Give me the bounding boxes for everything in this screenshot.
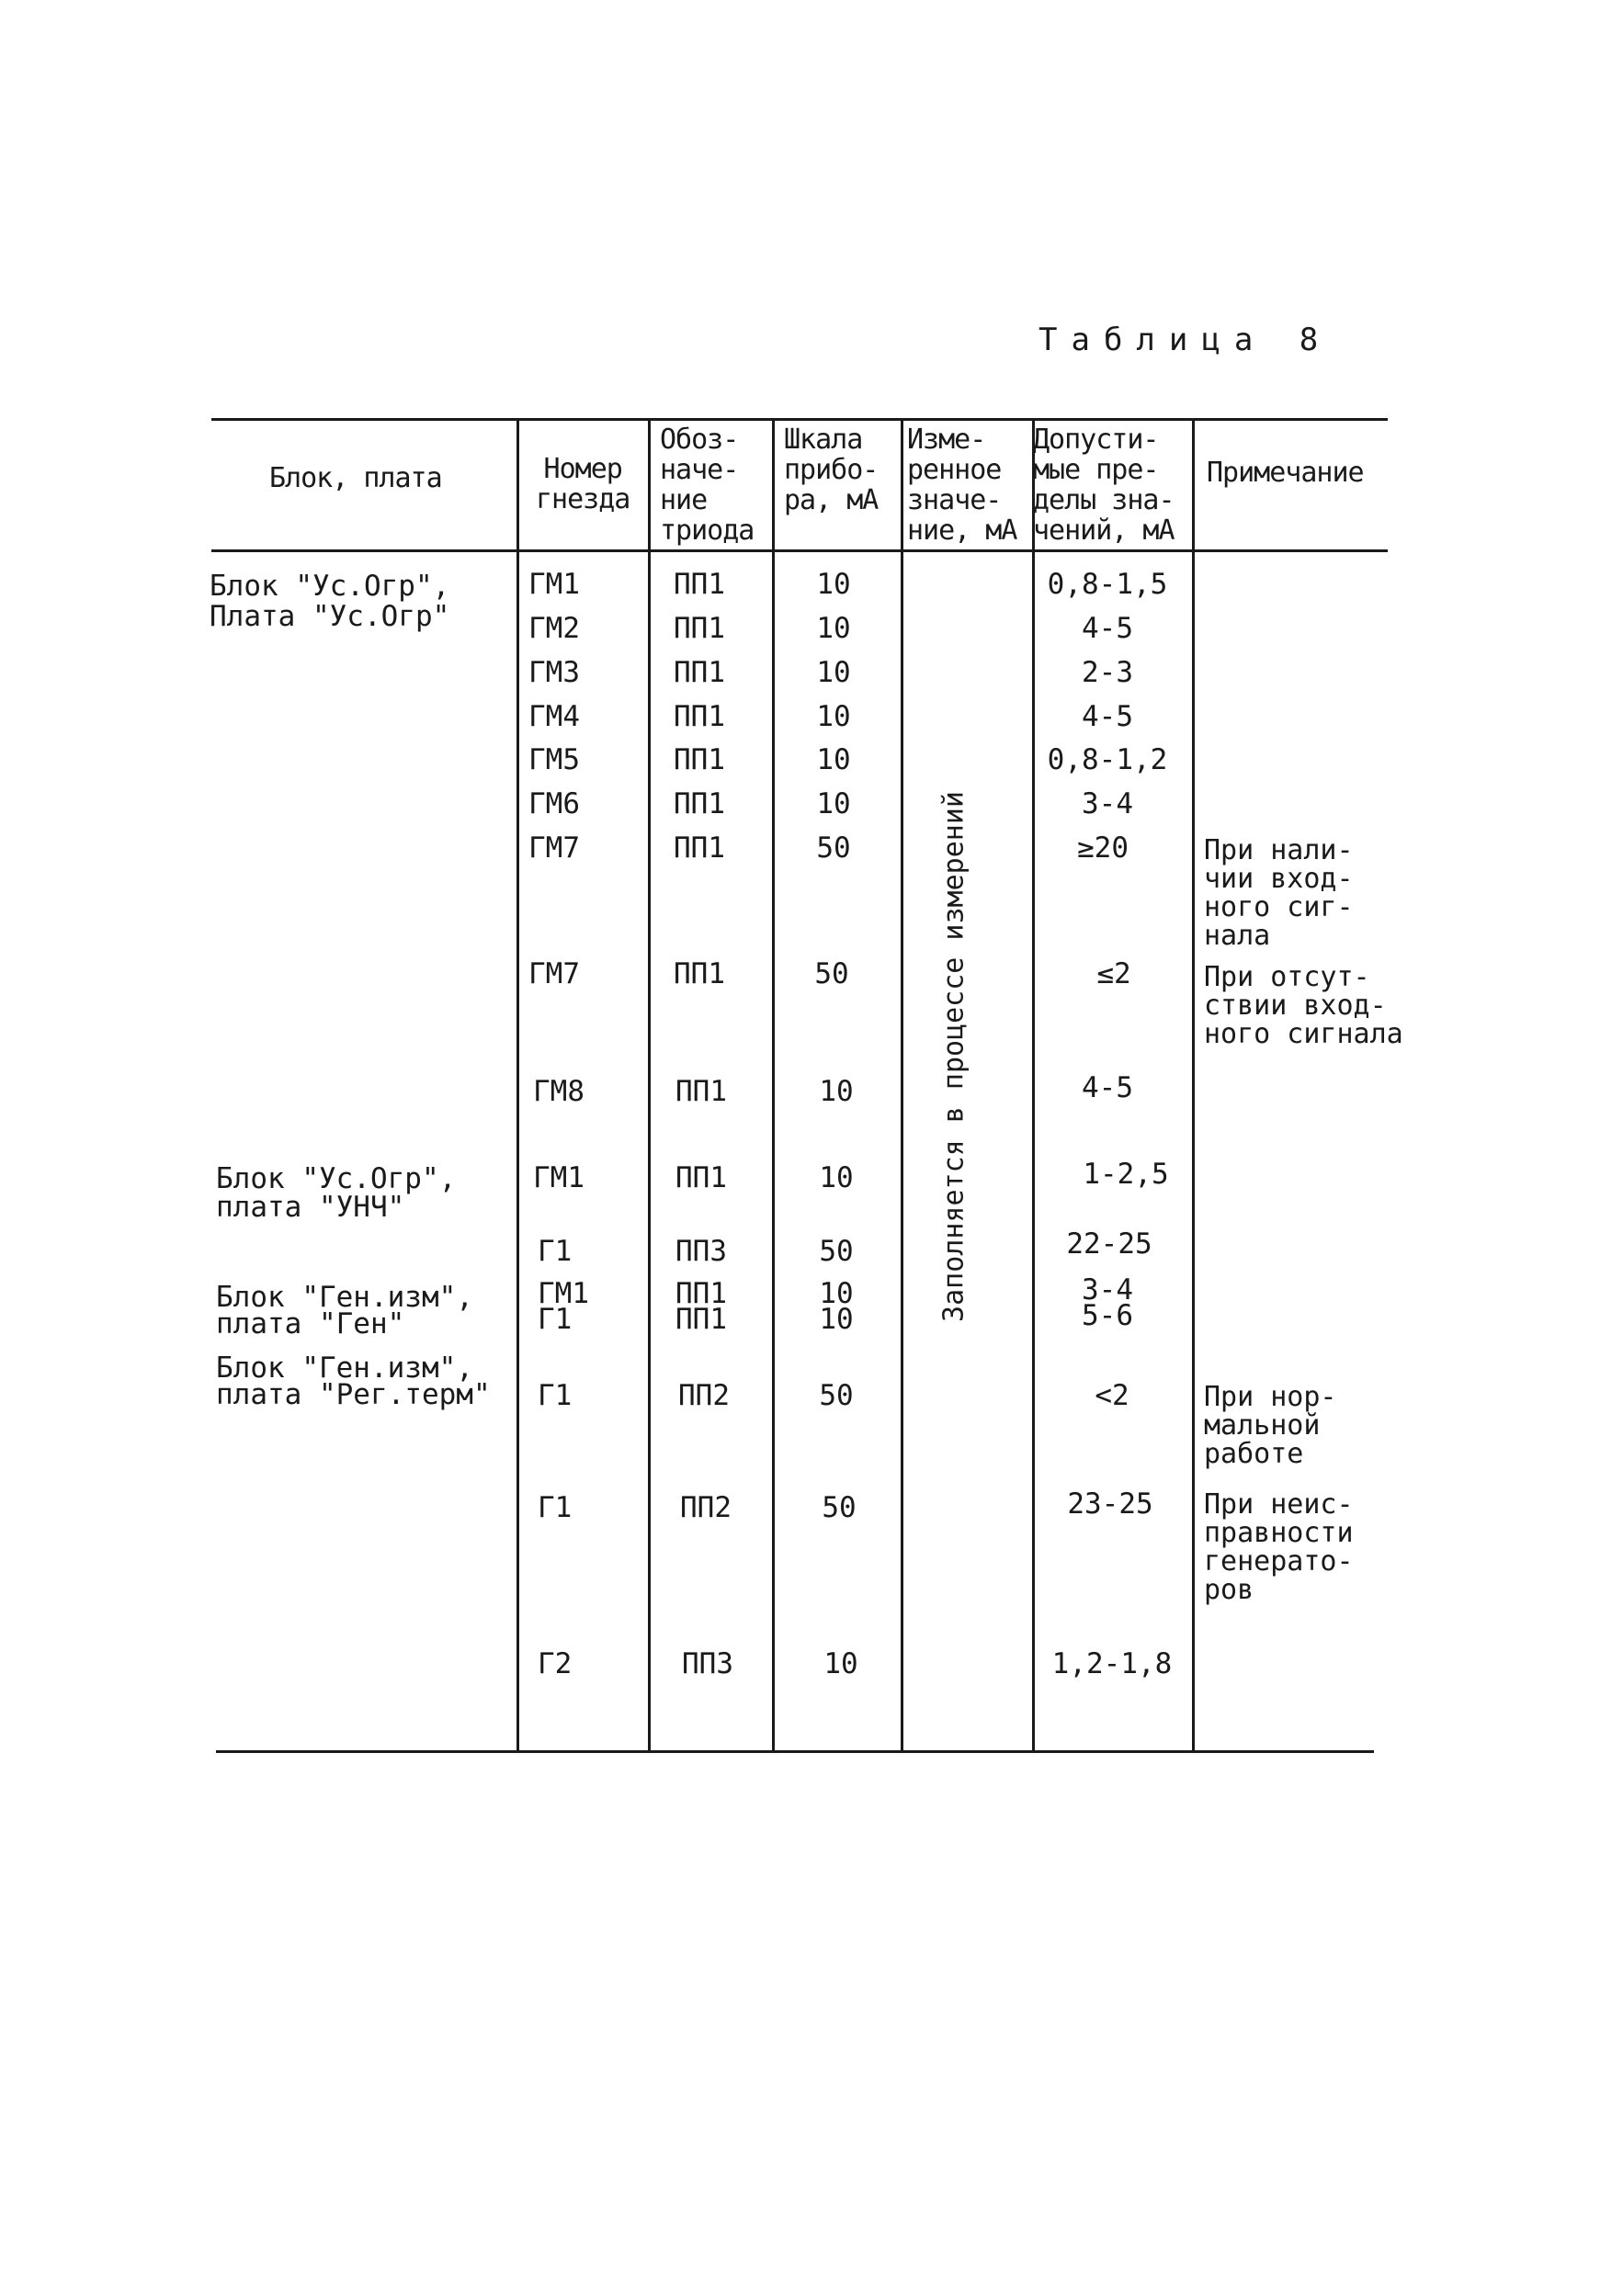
limits-cell: 0,8-1,2 xyxy=(1047,743,1168,776)
socket-cell: Г1 xyxy=(538,1379,573,1412)
limits-cell: 4-5 xyxy=(1082,612,1133,645)
header-scale: Шкала прибо- ра, мА xyxy=(784,424,879,516)
socket-cell: ГМ4 xyxy=(528,700,580,733)
table-top-rule xyxy=(211,418,1388,421)
socket-cell: ГМ1 xyxy=(528,568,580,601)
scale-cell: 10 xyxy=(816,700,851,733)
note-cell: При отсут- ствии вход- ного сигнала xyxy=(1204,961,1403,1050)
header-triode: Обоз- наче- ние триода xyxy=(660,424,755,547)
scale-cell: 10 xyxy=(819,1075,854,1108)
header-limits: Допусти- мые пре- делы зна- чений, мА xyxy=(1033,424,1175,547)
triode-cell: ПП1 xyxy=(674,656,725,689)
header-measured: Изме- ренное значе- ние, мА xyxy=(907,424,1017,547)
limits-cell: 22-25 xyxy=(1066,1227,1152,1261)
limits-cell: 4-5 xyxy=(1082,700,1133,733)
limits-cell: 23-25 xyxy=(1067,1487,1153,1521)
limits-cell: <2 xyxy=(1095,1379,1129,1412)
triode-cell: ПП1 xyxy=(674,743,725,776)
column-divider xyxy=(648,418,651,1752)
block-label: Блок "Ус.Огр", Плата "Ус.Огр" xyxy=(210,570,450,633)
limits-cell: 3-4 xyxy=(1082,1273,1133,1306)
scale-cell: 10 xyxy=(816,612,851,645)
column-divider xyxy=(901,418,903,1752)
socket-cell: ГМ2 xyxy=(528,612,580,645)
header-note: Примечание xyxy=(1207,457,1364,489)
table-bottom-rule xyxy=(216,1750,1374,1753)
triode-cell: ПП1 xyxy=(674,957,725,990)
socket-cell: Г2 xyxy=(538,1647,573,1680)
column-divider xyxy=(1032,418,1035,1752)
socket-cell: ГМ3 xyxy=(528,656,580,689)
header-block: Блок, плата xyxy=(269,462,442,494)
note-cell: При нали- чии вход- ного сиг- нала xyxy=(1204,834,1354,952)
note-cell: При неис- правности генерато- ров xyxy=(1204,1488,1354,1606)
socket-cell: ГМ5 xyxy=(528,743,580,776)
socket-cell: Г1 xyxy=(538,1235,573,1268)
socket-cell: ГМ6 xyxy=(528,787,580,820)
socket-cell: ГМ1 xyxy=(538,1277,589,1310)
measured-vertical-note: Заполняется в процессе измерений xyxy=(937,791,970,1322)
scale-cell: 50 xyxy=(816,831,851,865)
triode-cell: ПП3 xyxy=(675,1235,727,1268)
column-divider xyxy=(516,418,519,1752)
triode-cell: ПП1 xyxy=(675,1277,727,1310)
triode-cell: ПП1 xyxy=(675,1161,727,1194)
triode-cell: ПП1 xyxy=(674,568,725,601)
block-label: Блок "Ус.Огр", плата "УНЧ" xyxy=(216,1162,457,1224)
scale-cell: 10 xyxy=(816,787,851,820)
block-label: Блок "Ген.изм", плата "Ген" xyxy=(216,1281,473,1340)
triode-cell: ПП1 xyxy=(674,612,725,645)
triode-cell: ПП2 xyxy=(678,1379,730,1412)
triode-cell: ПП1 xyxy=(674,700,725,733)
socket-cell: Г1 xyxy=(538,1303,573,1336)
socket-cell: ГМ7 xyxy=(528,831,580,865)
scale-cell: 50 xyxy=(822,1491,857,1524)
column-divider xyxy=(772,418,775,1752)
triode-cell: ПП3 xyxy=(682,1647,733,1680)
header-socket: Номер гнезда xyxy=(536,453,630,515)
triode-cell: ПП1 xyxy=(674,787,725,820)
limits-cell: ≤2 xyxy=(1096,957,1131,990)
limits-cell: 1-2,5 xyxy=(1083,1158,1169,1191)
note-cell: При нор- мальной работе xyxy=(1204,1381,1337,1470)
socket-cell: Г1 xyxy=(538,1491,573,1524)
socket-cell: ГМ1 xyxy=(533,1161,585,1194)
limits-cell: 2-3 xyxy=(1082,656,1133,689)
scale-cell: 10 xyxy=(816,568,851,601)
triode-cell: ПП1 xyxy=(675,1303,727,1336)
block-label: Блок "Ген.изм", плата "Рег.терм" xyxy=(216,1352,491,1411)
limits-cell: 4-5 xyxy=(1082,1071,1133,1104)
scale-cell: 50 xyxy=(819,1379,854,1412)
header-bottom-rule xyxy=(211,549,1388,552)
triode-cell: ПП1 xyxy=(674,831,725,865)
scale-cell: 10 xyxy=(823,1647,858,1680)
limits-cell: 5-6 xyxy=(1082,1299,1133,1332)
triode-cell: ПП2 xyxy=(680,1491,732,1524)
scale-cell: 10 xyxy=(819,1161,854,1194)
scale-cell: 10 xyxy=(816,743,851,776)
scale-cell: 10 xyxy=(819,1303,854,1336)
column-divider xyxy=(1192,418,1195,1752)
scale-cell: 50 xyxy=(819,1235,854,1268)
scale-cell: 50 xyxy=(814,957,849,990)
socket-cell: ГМ7 xyxy=(528,957,580,990)
scale-cell: 10 xyxy=(816,656,851,689)
triode-cell: ПП1 xyxy=(675,1075,727,1108)
limits-cell: 0,8-1,5 xyxy=(1047,568,1168,601)
limits-cell: ≥20 xyxy=(1077,831,1129,865)
limits-cell: 3-4 xyxy=(1082,787,1133,820)
limits-cell: 1,2-1,8 xyxy=(1051,1647,1173,1680)
socket-cell: ГМ8 xyxy=(533,1075,585,1108)
table-title: Таблица 8 xyxy=(1038,322,1333,358)
scale-cell: 10 xyxy=(819,1277,854,1310)
